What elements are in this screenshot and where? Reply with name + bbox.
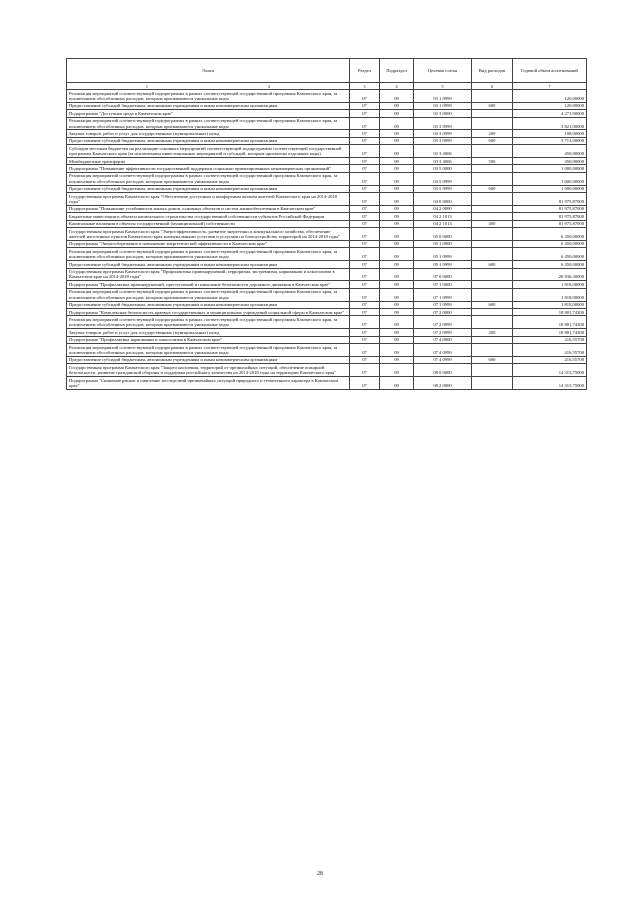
row-vid [472,165,513,172]
row-amount: 81 975,87000 [513,193,587,206]
row-name: Реализация мероприятий соответствующей подпрограммы в рамках соответствующей государственной программы Камчатского края, за исключением обособленных расходов, которым присваиваются уникальные коды [67,316,350,329]
row-podrazdel: 09 [380,213,414,220]
row-razdel: 07 [350,228,380,241]
row-vid [472,316,513,329]
table-row [67,145,587,158]
row-name: Подпрограмма "Повышение устойчивости жилых домов, основных объектов и систем жизнеобеспечения в Камчатском крае" [67,205,350,212]
row-amount: 14 315,75000 [513,364,587,377]
row-vid: 600 [472,356,513,363]
document-page [66,58,586,390]
row-podrazdel: 09 [380,329,414,336]
row-razdel: 07 [350,240,380,247]
row-name: Капитальные вложения в объекты государственной (муниципальной) собственности [67,220,350,227]
row-podrazdel: 09 [380,145,414,158]
row-vid: 500 [472,158,513,165]
row-amount: 20 836,30000 [513,268,587,281]
row-statya: 08 2 0000 [414,377,472,390]
row-statya: 03 5 0999 [414,185,472,192]
row-name: Реализация мероприятий соответствующей подпрограммы в рамках соответствующей государственной программы Камчатского края, за исключением обособленных расходов, которым присваиваются уникальные коды [67,117,350,130]
table-row [67,248,587,261]
row-name: Предоставление субсидий бюджетным, автономным учреждениям и иным некоммерческим организациям [67,185,350,192]
row-vid [472,240,513,247]
row-name: Подпрограмма "Снижение рисков и смягчение последствий чрезвычайных ситуаций природного и техногенного характера в Камчатском крае" [67,377,350,390]
row-podrazdel: 09 [380,240,414,247]
row-razdel: 07 [350,281,380,288]
row-podrazdel: 09 [380,316,414,329]
row-amount: 18 801,74300 [513,329,587,336]
row-amount: 18 801,74300 [513,309,587,316]
row-vid [472,172,513,185]
row-vid: 400 [472,220,513,227]
row-vid [472,145,513,158]
table-row [67,268,587,281]
row-name: Предоставление субсидий бюджетным, автономным учреждениям и иным некоммерческим организациям [67,102,350,109]
row-statya: 03 3 0000 [414,110,472,117]
table-row [67,329,587,336]
table-row [67,364,587,377]
header-podrazdel: Подраздел [380,59,414,83]
row-razdel: 07 [350,205,380,212]
row-vid [472,377,513,390]
row-vid [472,364,513,377]
table-row [67,102,587,109]
row-name: Субсидии местным бюджетам на реализацию основных мероприятий соответствующей подпрограммы соответствующей государственной программы Камчатского края (за исключением инвестиционных мероприятий и субсидий, которым присвоены отдельные коды) [67,145,350,158]
table-row [67,205,587,212]
column-number-7: 7 [513,83,587,90]
row-razdel: 07 [350,193,380,206]
column-number-2: 2 [268,83,271,89]
row-razdel: 07 [350,261,380,268]
column-number-5: 5 [414,83,472,90]
row-amount: 216,55700 [513,356,587,363]
row-amount: 450,00000 [513,145,587,158]
table-row [67,213,587,220]
row-vid [472,90,513,103]
row-statya: 07 2 0999 [414,329,472,336]
header-name: Эллкп [67,59,350,83]
row-name: Предоставление субсидий бюджетным, автономным учреждениям и иным некоммерческим организациям [67,301,350,308]
row-name: Предоставление субсидий бюджетным, автономным учреждениям и иным некоммерческим организациям [67,356,350,363]
row-name: Подпрограмма "Профилактика правонарушений, преступлений и повышение безопасности дорожного движения в Камчатском крае" [67,281,350,288]
row-vid: 200 [472,329,513,336]
row-podrazdel: 09 [380,110,414,117]
row-name: Закупка товаров, работ и услуг для государственных (муниципальных) нужд [67,130,350,137]
row-podrazdel: 09 [380,261,414,268]
table-row [67,336,587,343]
row-podrazdel: 09 [380,356,414,363]
row-podrazdel: 09 [380,344,414,357]
column-number-1: 1 [145,83,148,89]
row-razdel: 07 [350,145,380,158]
row-podrazdel: 09 [380,281,414,288]
row-amount: 81 975,87000 [513,220,587,227]
row-name: Подпрограмма "Энергосбережение и повышение энергетической эффективности в Камчатском крае" [67,240,350,247]
row-statya: 05 1 0999 [414,261,472,268]
row-vid: 200 [472,130,513,137]
row-name: Предоставление субсидий бюджетным, автономным учреждениям и иным некоммерческим организациям [67,261,350,268]
column-number [67,83,350,90]
row-razdel: 07 [350,117,380,130]
row-razdel: 07 [350,248,380,261]
row-amount: 4 271,00000 [513,110,587,117]
row-statya: 03 3 0999 [414,130,472,137]
row-name: Государственная программа Камчатского края "Энергоэффективность, развитие энергетики и коммунального хозяйства, обеспечение жителей населенных пунктов Камчатского края коммунальными услугами и услугами по благоустройству территорий на 2014-2018 годы" [67,228,350,241]
header-statya: Целевая статья [414,59,472,83]
table-row [67,301,587,308]
row-statya: 04 0 0000 [414,193,472,206]
table-row [67,344,587,357]
budget-table [66,58,587,390]
table-row [67,288,587,301]
row-amount: 14 315,75000 [513,377,587,390]
row-vid [472,268,513,281]
row-statya: 07 1 0000 [414,281,472,288]
row-amount: 108,00000 [513,130,587,137]
row-statya: 07 2 0999 [414,316,472,329]
row-amount: 120,00000 [513,102,587,109]
header-vid: Вид расходов [472,59,513,83]
row-statya: 04 2 1013 [414,220,472,227]
row-razdel: 07 [350,172,380,185]
row-name: Межбюджетные трансферты [67,158,350,165]
row-name: Государственная программа Камчатского края "Защита населения, территорий от чрезвычайных ситуаций, обеспечение пожарной безопасности, развитие гражданской обороны и поддержка российского казачества на 2014-2018 годы на территории Камчатского края" [67,364,350,377]
row-podrazdel: 09 [380,117,414,130]
row-razdel: 07 [350,377,380,390]
row-statya: 03 5 0999 [414,172,472,185]
row-statya: 07 1 0999 [414,301,472,308]
row-statya: 05 1 0999 [414,248,472,261]
row-amount: 450,00000 [513,158,587,165]
row-statya: 05 1 0000 [414,240,472,247]
row-vid [472,309,513,316]
row-razdel: 07 [350,165,380,172]
table-row [67,172,587,185]
header-amount: Годовой объем ассигнований [513,59,587,83]
row-podrazdel: 09 [380,90,414,103]
row-razdel: 07 [350,220,380,227]
row-amount: 3 821,00000 [513,117,587,130]
table-row [67,240,587,247]
row-vid [472,193,513,206]
row-statya: 04 2 1013 [414,213,472,220]
row-podrazdel: 09 [380,248,414,261]
row-razdel: 07 [350,213,380,220]
column-number-4: 4 [380,83,414,90]
row-vid [472,248,513,261]
row-razdel: 07 [350,185,380,192]
table-header-row [67,59,587,83]
row-razdel: 07 [350,130,380,137]
row-vid: 600 [472,301,513,308]
row-amount: 120,00000 [513,90,587,103]
row-statya: 03 3 0999 [414,117,472,130]
row-vid [472,336,513,343]
row-statya: 07 0 0000 [414,268,472,281]
row-amount: 1 000,00000 [513,165,587,172]
row-podrazdel: 09 [380,130,414,137]
row-amount: 81 975,87000 [513,213,587,220]
row-statya: 07 1 0999 [414,288,472,301]
row-amount: 6 450,00000 [513,228,587,241]
row-name: Предоставление субсидий бюджетным, автономным учреждениям и иным некоммерческим организациям [67,137,350,144]
table-row [67,261,587,268]
row-name: Реализация мероприятий соответствующей подпрограммы в рамках соответствующей государственной программы Камчатского края, за исключением обособленных расходов, которым присваиваются уникальные коды [67,248,350,261]
row-name: Реализация мероприятий соответствующей подпрограммы в рамках соответствующей государственной программы Камчатского края, за исключением обособленных расходов, которым присваиваются уникальные коды [67,172,350,185]
row-amount: 1 818,00000 [513,288,587,301]
row-razdel: 07 [350,301,380,308]
row-name: Закупка товаров, работ и услуг для государственных (муниципальных) нужд [67,329,350,336]
table-row [67,137,587,144]
row-name: Реализация мероприятий соответствующей подпрограммы в рамках соответствующей государственной программы Камчатского края, за исключением обособленных расходов, которым присваиваются уникальные коды [67,344,350,357]
row-amount: 1 000,00000 [513,172,587,185]
row-podrazdel: 09 [380,193,414,206]
row-podrazdel: 09 [380,309,414,316]
row-vid: 600 [472,261,513,268]
table-row [67,220,587,227]
row-razdel: 07 [350,268,380,281]
row-vid [472,344,513,357]
row-name: Реализация мероприятий соответствующей подпрограммы в рамках соответствующей государственной программы Камчатского края, за исключением обособленных расходов, которым присваиваются уникальные коды [67,288,350,301]
row-podrazdel: 09 [380,336,414,343]
row-amount: 6 450,00000 [513,248,587,261]
row-razdel: 07 [350,329,380,336]
table-row [67,309,587,316]
row-statya: 07 2 0000 [414,309,472,316]
row-name: Государственная программа Камчатского края "Обеспечение доступным и комфортным жильем жителей Камчатского края на 2014-2018 годы" [67,193,350,206]
row-razdel: 07 [350,102,380,109]
column-number-3: 3 [350,83,380,90]
row-vid [472,117,513,130]
row-amount: 3 713,00000 [513,137,587,144]
row-vid: 600 [472,185,513,192]
row-amount: 216,55700 [513,336,587,343]
table-row [67,193,587,206]
row-amount: 6 450,00000 [513,261,587,268]
row-vid [472,110,513,117]
row-razdel: 07 [350,158,380,165]
table-row [67,130,587,137]
row-podrazdel: 09 [380,228,414,241]
row-statya: 04 2 0000 [414,205,472,212]
row-razdel: 07 [350,356,380,363]
row-amount: 81 975,87000 [513,205,587,212]
row-razdel: 07 [350,137,380,144]
row-amount: 18 801,74300 [513,316,587,329]
row-name: Государственная программа Камчатского края "Профилактика правонарушений, терроризма, экстремизма, наркомании и алкоголизма в Камчатском крае на 2014-2018 годы" [67,268,350,281]
column-number-6: 6 [472,83,513,90]
table-body [67,90,587,390]
table-row [67,117,587,130]
row-statya: 03 5 0000 [414,165,472,172]
row-name: Бюджетные инвестиции в объекты капитального строительства государственной собственности субъектов Российской Федерации [67,213,350,220]
row-statya: 07 4 0000 [414,336,472,343]
row-podrazdel: 09 [380,301,414,308]
row-podrazdel: 09 [380,172,414,185]
row-statya: 03 3 4006 [414,158,472,165]
row-statya: 03 1 0999 [414,102,472,109]
row-amount: 6 450,00000 [513,240,587,247]
row-vid: 600 [472,137,513,144]
row-name: Подпрограмма "Доступная среда в Камчатском крае" [67,110,350,117]
row-statya: 03 3 4006 [414,145,472,158]
row-razdel: 07 [350,309,380,316]
row-podrazdel: 09 [380,205,414,212]
row-amount: 1 818,00000 [513,301,587,308]
row-vid [472,213,513,220]
row-statya: 07 4 0999 [414,356,472,363]
header-razdel: Раздел [350,59,380,83]
row-podrazdel: 09 [380,268,414,281]
row-podrazdel: 09 [380,137,414,144]
table-row [67,356,587,363]
row-podrazdel: 09 [380,158,414,165]
row-name: Подпрограмма "Комплексная безопасность краевых государственных и муниципальных учреждений социальной сферы в Камчатском крае" [67,309,350,316]
row-amount: 1 818,00000 [513,281,587,288]
table-row [67,90,587,103]
row-vid [472,205,513,212]
row-razdel: 07 [350,336,380,343]
row-razdel: 07 [350,344,380,357]
row-name: Реализация мероприятий соответствующей подпрограммы в рамках соответствующей государственной программы Камчатского края, за исключением обособленных расходов, которым присваиваются уникальные коды [67,90,350,103]
table-row [67,377,587,390]
table-row [67,316,587,329]
row-statya: 03 3 0999 [414,137,472,144]
column-number-row [67,83,587,90]
row-statya: 05 0 0000 [414,228,472,241]
page-number: 28 [317,871,323,877]
table-row [67,110,587,117]
row-statya: 03 1 0999 [414,90,472,103]
row-podrazdel: 09 [380,185,414,192]
row-razdel: 07 [350,364,380,377]
row-vid [472,288,513,301]
row-podrazdel: 09 [380,364,414,377]
row-razdel: 07 [350,288,380,301]
row-vid [472,281,513,288]
row-podrazdel: 09 [380,288,414,301]
table-row [67,185,587,192]
row-amount: 1 000,00000 [513,185,587,192]
row-podrazdel: 09 [380,377,414,390]
table-row [67,158,587,165]
table-row [67,165,587,172]
row-razdel: 07 [350,110,380,117]
row-podrazdel: 09 [380,165,414,172]
row-name: Подпрограмма "Повышение эффективности государственной поддержки социально ориентированных некоммерческих организаций" [67,165,350,172]
row-vid [472,228,513,241]
table-row [67,228,587,241]
row-razdel: 07 [350,90,380,103]
row-amount: 216,55700 [513,344,587,357]
table-row [67,281,587,288]
row-podrazdel: 09 [380,220,414,227]
row-vid: 600 [472,102,513,109]
row-podrazdel: 09 [380,102,414,109]
row-name: Подпрограмма "Профилактика наркомании и алкоголизма в Камчатском крае" [67,336,350,343]
row-statya: 07 4 0999 [414,344,472,357]
row-statya: 08 0 0000 [414,364,472,377]
row-razdel: 07 [350,316,380,329]
